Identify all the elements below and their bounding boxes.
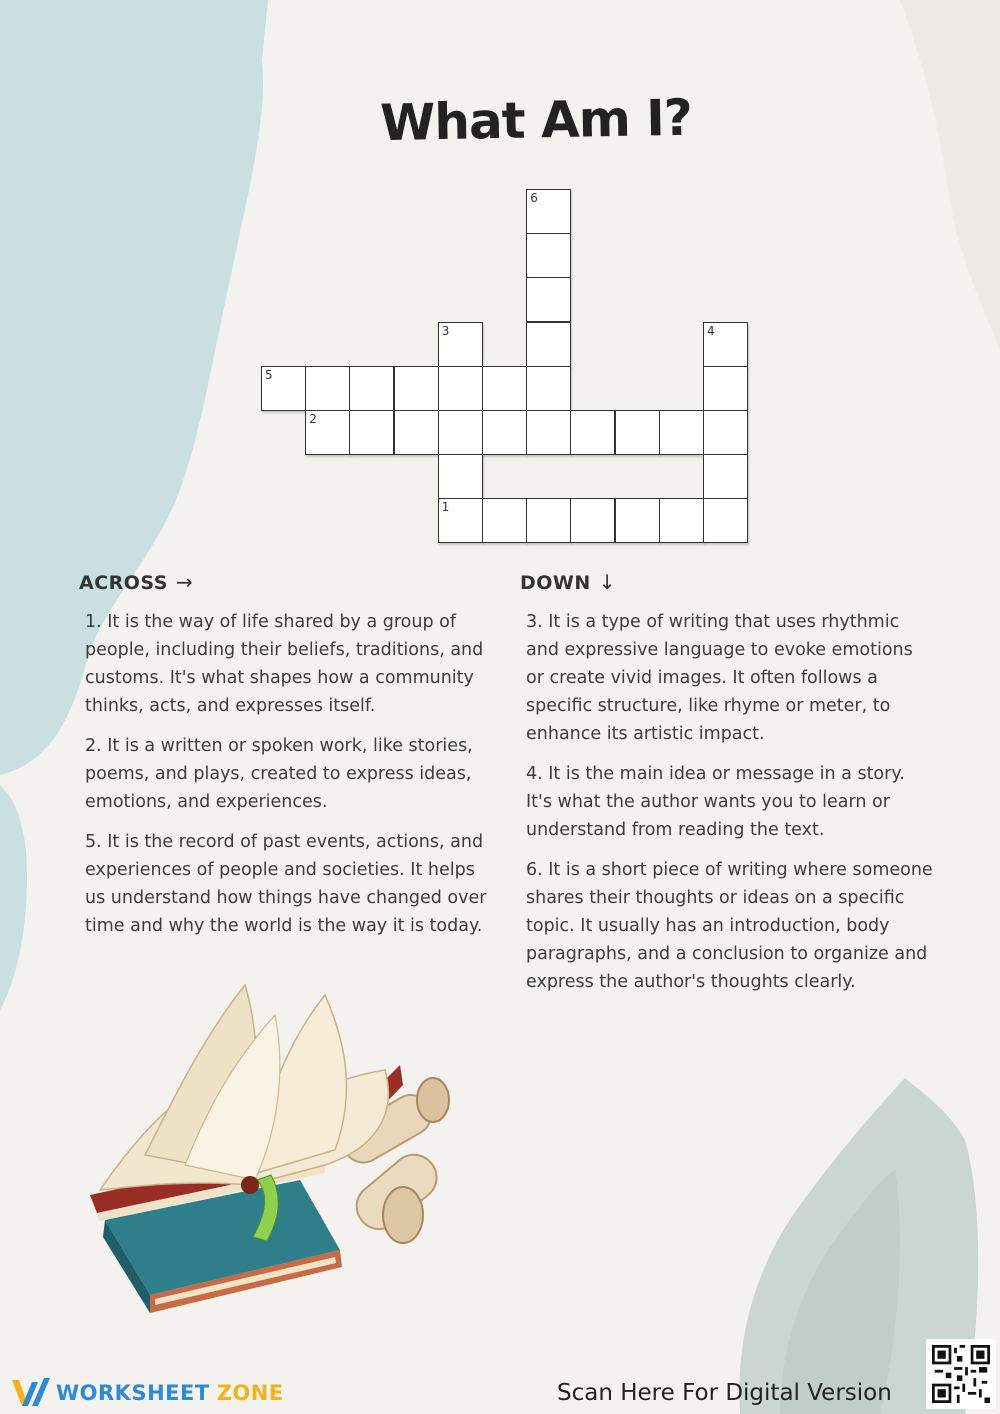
crossword-cell[interactable] xyxy=(349,410,394,455)
clue-number: 1 xyxy=(441,500,450,515)
clue-number: 3 xyxy=(441,323,450,338)
worksheetzone-logo[interactable] xyxy=(10,1374,284,1412)
clue-number: 5 xyxy=(265,367,273,382)
crossword-cell[interactable] xyxy=(394,366,439,411)
crossword-cell[interactable] xyxy=(615,410,660,455)
crossword-cell[interactable] xyxy=(570,498,615,543)
clue-number: 2 xyxy=(309,412,317,426)
down-clue-list xyxy=(526,608,936,1008)
scan-instruction: Scan Here For Digital Version xyxy=(557,1380,892,1406)
crossword-cell[interactable] xyxy=(526,233,571,278)
crossword-cell[interactable] xyxy=(394,410,439,455)
crossword-cell[interactable] xyxy=(703,366,748,411)
down-clue: 6. It is a short piece of writing where someone shares their thoughts or ideas on a specific topic. It usually has an introduction, body paragraphs, and a conclusion to organize and express the author's thoughts clearly. xyxy=(526,860,933,992)
down-clue: 4. It is the main idea or message in a story. It's what the author wants you to learn or understand from reading the text. xyxy=(526,764,905,840)
crossword-cell[interactable] xyxy=(438,366,483,411)
crossword-cell[interactable] xyxy=(615,498,660,543)
across-clue: 2. It is a written or spoken work, like stories, poems, and plays, created to express ideas, emotions, and experiences. xyxy=(85,736,473,812)
down-clue: 3. It is a type of writing that uses rhythmic and expressive language to evoke emotions or create vivid images. It often follows a specific structure, like rhyme or meter, to enhance its artistic impact. xyxy=(526,612,913,744)
crossword-cell[interactable] xyxy=(703,498,748,543)
crossword-cell[interactable] xyxy=(526,498,571,543)
crossword-cell[interactable] xyxy=(261,366,306,411)
crossword-cell[interactable] xyxy=(526,366,571,411)
worksheetzone-logo-icon xyxy=(10,1376,52,1410)
logo-text-worksheet: WORKSHEET xyxy=(56,1381,210,1405)
crossword-cell[interactable] xyxy=(659,498,704,543)
clue-number: 6 xyxy=(530,191,538,205)
crossword-cell[interactable] xyxy=(305,410,350,455)
crossword-cell[interactable] xyxy=(482,498,527,543)
clue-number: 4 xyxy=(707,323,715,338)
arrow-right-icon: → xyxy=(175,570,194,594)
crossword-cell[interactable] xyxy=(305,366,350,411)
across-clue-list xyxy=(85,608,500,952)
crossword-cell[interactable] xyxy=(482,410,527,455)
across-clue: 5. It is the record of past events, actions, and experiences of people and societies. It helps us understand how things have changed over time and why the world is the way it is today. xyxy=(85,832,487,936)
crossword-cell[interactable] xyxy=(438,322,483,367)
across-heading-label: ACROSS xyxy=(79,572,168,594)
crossword-cell[interactable] xyxy=(703,322,748,367)
qr-code-icon[interactable] xyxy=(926,1339,996,1409)
open-books-illustration xyxy=(85,975,465,1325)
crossword-cell[interactable] xyxy=(482,366,527,411)
page-title: What Am I? xyxy=(379,88,693,153)
crossword-cell[interactable] xyxy=(526,322,571,367)
crossword-cell[interactable] xyxy=(526,189,571,234)
crossword-cell[interactable] xyxy=(349,366,394,411)
arrow-down-icon: ↓ xyxy=(598,570,617,594)
crossword-cell[interactable] xyxy=(438,410,483,455)
across-heading xyxy=(79,570,193,594)
crossword-cell[interactable] xyxy=(570,410,615,455)
down-heading-label: DOWN xyxy=(520,572,591,594)
crossword-cell[interactable] xyxy=(703,410,748,455)
crossword-cell[interactable] xyxy=(438,498,483,543)
crossword-cell[interactable] xyxy=(526,410,571,455)
across-clue: 1. It is the way of life shared by a group of people, including their beliefs, traditions, and customs. It's what shapes how a community thinks, acts, and expresses itself. xyxy=(85,612,484,716)
crossword-cell[interactable] xyxy=(438,454,483,499)
crossword-cell[interactable] xyxy=(526,277,571,322)
down-heading xyxy=(520,570,616,594)
crossword-cell[interactable] xyxy=(703,454,748,499)
crossword-grid xyxy=(0,0,1000,560)
logo-text-zone: ZONE xyxy=(216,1381,284,1405)
crossword-cell[interactable] xyxy=(659,410,704,455)
